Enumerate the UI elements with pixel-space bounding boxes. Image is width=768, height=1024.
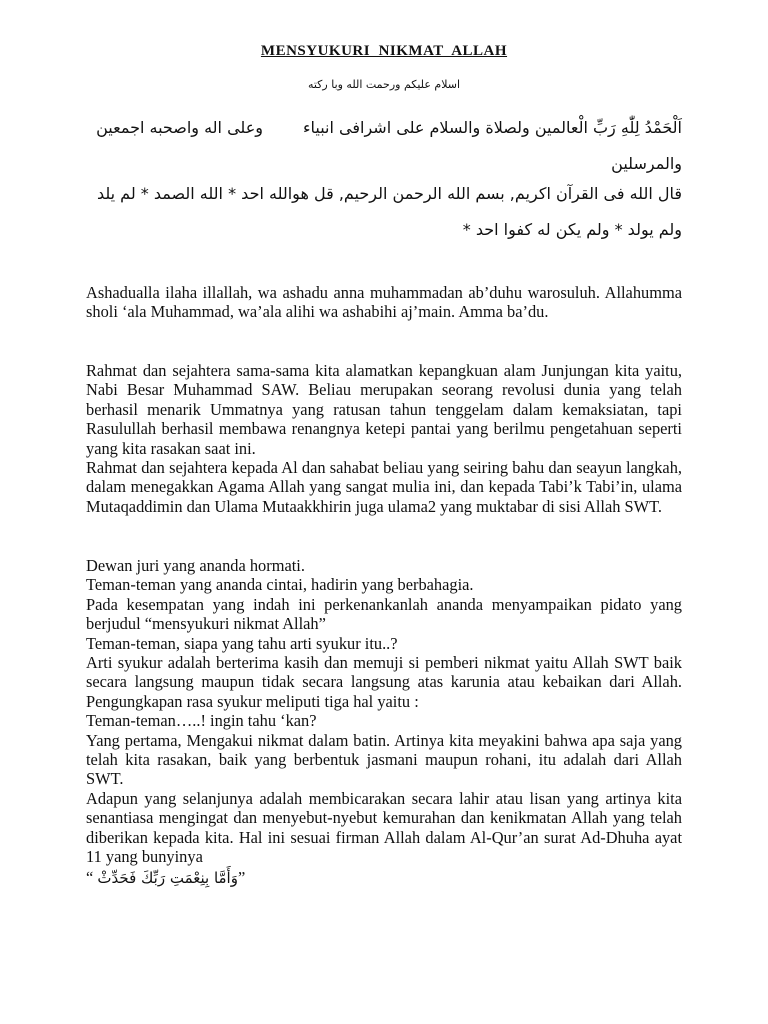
line-dewan-juri: Dewan juri yang ananda hormati. (86, 556, 305, 575)
arabic-opening-part-1: اَلْحَمْدُ لِلّٰهِ رَبِّ الْعالمين ولصلاة والسلام على اشرافى انبياء (303, 118, 682, 137)
quote-close: ” (237, 868, 246, 887)
line-kesempatan: Pada kesempatan yang indah ini perkenankanlah ananda menyampaikan pidato yang berjudul “mensyukuri nikmat Allah” (86, 594, 682, 634)
quote-open: “ (86, 868, 94, 887)
document-title: MENSYUKURI NIKMAT ALLAH (260, 43, 508, 59)
line-pertanyaan: Teman-teman, siapa yang tahu arti syukur itu..? (86, 633, 398, 653)
arabic-opening (86, 110, 682, 182)
ayat-ad-dhuha: وَأَمَّا بِنِعْمَتِ رَبِّكَ فَحَدِّثْ (97, 869, 238, 887)
line-ingin-tahu: Teman-teman…..! ingin tahu ‘kan? (86, 711, 317, 731)
line-teman-teman: Teman-teman yang ananda cintai, hadirin yang berbahagia. (86, 575, 474, 595)
paragraph-rahmat-nabi: Rahmat dan sejahtera sama-sama kita alamatkan kepangkuan alam Junjungan kita yaitu, Nabi Besar Muhammad SAW. Beliau merupakan seorang revolusi dunia yang telah berhasil menarik Ummatnya yang ratusan tahun tenggelam dalam kemaksiatan, tapi Rasulullah berhasil membawa renangnya ketepi pantai yang berilmu pengetahuan seperti yang kita rasakan saat ini. (86, 361, 682, 458)
arabic-opening-part-2: وعلى اله واصحبه اجمعين والمرسلين (96, 118, 682, 173)
syahadat-paragraph (86, 283, 682, 322)
closing-ayat-line (86, 866, 386, 890)
paragraph-rahmat-sahabat: Rahmat dan sejahtera kepada Al dan sahabat beliau yang seiring bahu dan seayun langkah, dalam menegakkan Agama Allah yang sangat mulia ini, dan kepada Tabi’k Tabi’in, ulama Mutaqaddimin dan Ulama Mutaakkhirin juga ulama2 yang muktabar di sisi Allah SWT. (86, 458, 682, 516)
line-selanjutnya: Adapun yang selanjunya adalah membicarakan secara lahir atau lisan yang artinya kita senantiasa mengingat dan menyebut-nyebut kemurahan dan kenikmatan Allah yang telah diberikan kepada kita. Hal ini sesuai firman Allah dalam Al-Qur’an surat Ad-Dhuha ayat 11 yang bunyinya (86, 788, 682, 867)
line-arti-syukur: Arti syukur adalah berterima kasih dan memuji si pemberi nikmat yaitu Allah SWT baik secara langsung maupun tidak secara langsung atas karunia atau kebaikan dari Allah. Pengungkapan rasa syukur meliputi tiga hal yaitu : (86, 653, 682, 711)
arabic-quran-quote: قال الله فى القرآن اكريم, بسم الله الرحمن الرحيم, قل هوالله احد * الله الصمد * لم يلد ولم يولد * ولم يكن له كفوا احد * (96, 184, 682, 239)
rahmat-section (86, 361, 682, 516)
paragraph-syahadat: Ashadualla ilaha illallah, wa ashadu anna muhammadan ab’duhu warosuluh. Allahumma sholi ‘ala Muhammad, wa’ala alihi wa ashabihi aj’main. Amma ba’du. (86, 283, 682, 322)
speech-body (86, 556, 682, 867)
line-yang-pertama: Yang pertama, Mengakui nikmat dalam batin. Artinya kita meyakini bahwa apa saja yang telah kita rasakan, baik yang berbentuk jasmani maupun rohani, itu adalah dari Allah SWT. (86, 730, 682, 789)
salam-line: اسلام عليكم ورحمت الله وبا ركته (307, 78, 461, 91)
